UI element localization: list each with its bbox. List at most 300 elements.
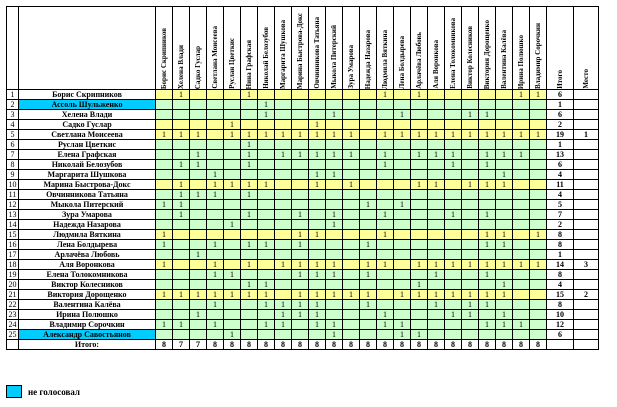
- row-number: 8: [7, 160, 19, 170]
- vote-cell: 1: [326, 220, 343, 230]
- vote-cell: 1: [326, 290, 343, 300]
- vote-cell: 1: [496, 150, 513, 160]
- legend: [6, 385, 80, 398]
- vote-cell: 1: [411, 330, 428, 340]
- vote-cell: [462, 330, 479, 340]
- vote-cell: [275, 250, 292, 260]
- table-row: [7, 230, 599, 240]
- header-column-label: Руслан Цветкис: [227, 38, 236, 89]
- vote-cell: [445, 230, 462, 240]
- vote-cell: [530, 210, 547, 220]
- vote-cell: [360, 180, 377, 190]
- row-place: [574, 90, 599, 100]
- footer-cell: 7: [190, 340, 207, 350]
- header-column-label: Ирина Полюшко: [516, 34, 525, 89]
- vote-cell: [530, 270, 547, 280]
- header-column-label: Зура Умарова: [346, 45, 355, 89]
- vote-cell: [190, 210, 207, 220]
- vote-cell: [156, 250, 173, 260]
- vote-cell: [428, 230, 445, 240]
- vote-cell: 1: [343, 130, 360, 140]
- vote-cell: 1: [479, 160, 496, 170]
- vote-cell: 1: [241, 290, 258, 300]
- vote-cell: 1: [377, 230, 394, 240]
- vote-cell: [445, 330, 462, 340]
- vote-cell: [428, 190, 445, 200]
- row-total: 4: [547, 280, 574, 290]
- vote-cell: 1: [360, 290, 377, 300]
- header-column: [530, 7, 547, 90]
- vote-cell: 1: [326, 330, 343, 340]
- vote-cell: [360, 110, 377, 120]
- vote-cell: [292, 140, 309, 150]
- vote-cell: [513, 180, 530, 190]
- header-column-label: Елена Толокомникова: [448, 18, 457, 89]
- vote-cell: [326, 90, 343, 100]
- row-name: Овчинникова Татьяна: [19, 190, 156, 200]
- vote-cell: [377, 280, 394, 290]
- footer-cell: 8: [411, 340, 428, 350]
- footer-cell: 8: [326, 340, 343, 350]
- row-total: 6: [547, 90, 574, 100]
- vote-cell: [428, 110, 445, 120]
- vote-cell: [207, 100, 224, 110]
- vote-cell: 1: [496, 260, 513, 270]
- vote-cell: 1: [241, 140, 258, 150]
- row-name: Виктор Колесников: [19, 280, 156, 290]
- table-row: [7, 220, 599, 230]
- vote-cell: 1: [496, 310, 513, 320]
- vote-cell: [445, 220, 462, 230]
- vote-cell: 1: [292, 300, 309, 310]
- vote-cell: 1: [241, 260, 258, 270]
- vote-cell: [428, 310, 445, 320]
- row-total: 4: [547, 170, 574, 180]
- header-column: [394, 7, 411, 90]
- header-num: [7, 7, 19, 90]
- row-place: [574, 120, 599, 130]
- vote-cell: 1: [275, 130, 292, 140]
- vote-cell: 1: [292, 150, 309, 160]
- header-column-label: Мыкола Питерский: [329, 25, 338, 89]
- vote-cell: [173, 260, 190, 270]
- vote-cell: [411, 160, 428, 170]
- vote-cell: 1: [241, 160, 258, 170]
- vote-cell: [275, 270, 292, 280]
- vote-cell: 1: [190, 290, 207, 300]
- footer-row: [7, 340, 599, 350]
- vote-cell: 1: [394, 200, 411, 210]
- row-number: 16: [8, 240, 17, 249]
- row-name: Владимир Сорочкин: [19, 320, 156, 330]
- vote-cell: 1: [530, 130, 547, 140]
- vote-cell: [377, 290, 394, 300]
- vote-cell: [530, 170, 547, 180]
- header-column-label: Марина Быстрова-Докс: [295, 12, 304, 89]
- vote-cell: [156, 330, 173, 340]
- header-column: [224, 7, 241, 90]
- vote-cell: [309, 90, 326, 100]
- footer-cell: 8: [258, 340, 275, 350]
- row-name: Людмила Вяткина: [19, 230, 156, 240]
- vote-cell: [445, 110, 462, 120]
- vote-cell: [377, 120, 394, 130]
- row-total: 8: [547, 230, 574, 240]
- vote-cell: 1: [309, 180, 326, 190]
- row-number: 4: [7, 120, 19, 130]
- table-row: [7, 210, 599, 220]
- vote-cell: [411, 270, 428, 280]
- row-name: Лена Болдырева: [19, 240, 156, 250]
- vote-cell: [530, 300, 547, 310]
- vote-cell: [530, 190, 547, 200]
- vote-cell: [190, 260, 207, 270]
- vote-cell: [343, 250, 360, 260]
- vote-cell: [207, 90, 224, 100]
- vote-cell: 1: [309, 260, 326, 270]
- vote-cell: [479, 200, 496, 210]
- vote-cell: [445, 140, 462, 150]
- vote-cell: 1: [377, 130, 394, 140]
- header-column-label: Надежда Назарова: [363, 29, 372, 89]
- vote-cell: [173, 300, 190, 310]
- vote-cell: [224, 320, 241, 330]
- vote-cell: [411, 170, 428, 180]
- vote-cell: 1: [360, 240, 377, 250]
- vote-cell: [411, 120, 428, 130]
- vote-cell: 1: [479, 110, 496, 120]
- header-column-label: Хелена Влади: [176, 44, 185, 89]
- vote-cell: [241, 110, 258, 120]
- vote-cell: [496, 220, 513, 230]
- vote-cell: [309, 140, 326, 150]
- table-row: [7, 300, 599, 310]
- vote-cell: [530, 240, 547, 250]
- vote-cell: 1: [309, 130, 326, 140]
- vote-cell: 1: [258, 300, 275, 310]
- row-number: 14: [8, 220, 17, 229]
- vote-cell: [343, 330, 360, 340]
- row-total: 6: [547, 160, 574, 170]
- vote-cell: [326, 310, 343, 320]
- vote-cell: 1: [309, 230, 326, 240]
- row-number: 3: [7, 110, 19, 120]
- vote-cell: [275, 200, 292, 210]
- vote-cell: [394, 220, 411, 230]
- vote-cell: [207, 330, 224, 340]
- vote-cell: 1: [411, 180, 428, 190]
- vote-cell: 1: [275, 150, 292, 160]
- vote-cell: [428, 160, 445, 170]
- header-column: [258, 7, 275, 90]
- vote-cell: [258, 160, 275, 170]
- vote-cell: [258, 330, 275, 340]
- header-column: [275, 7, 292, 90]
- row-place: 3: [574, 260, 599, 270]
- vote-cell: [513, 250, 530, 260]
- vote-cell: 1: [326, 260, 343, 270]
- table-row: [7, 160, 599, 170]
- vote-cell: [360, 320, 377, 330]
- vote-cell: 1: [377, 160, 394, 170]
- vote-cell: [360, 190, 377, 200]
- vote-cell: 1: [292, 260, 309, 270]
- vote-cell: 1: [326, 320, 343, 330]
- vote-cell: [530, 120, 547, 130]
- vote-cell: 1: [445, 290, 462, 300]
- vote-cell: [173, 310, 190, 320]
- vote-cell: [156, 300, 173, 310]
- vote-cell: [309, 250, 326, 260]
- vote-cell: [275, 240, 292, 250]
- vote-cell: [292, 330, 309, 340]
- vote-cell: [530, 160, 547, 170]
- table-row: [7, 250, 599, 260]
- vote-cell: 1: [411, 90, 428, 100]
- vote-cell: [292, 200, 309, 210]
- vote-cell: 1: [207, 170, 224, 180]
- footer-cell: 8: [241, 340, 258, 350]
- vote-cell: [530, 180, 547, 190]
- vote-cell: [343, 310, 360, 320]
- vote-cell: [428, 100, 445, 110]
- vote-cell: [258, 140, 275, 150]
- row-name: Елена Толокомникова: [19, 270, 156, 280]
- row-number: 24: [8, 320, 17, 329]
- vote-cell: [241, 320, 258, 330]
- vote-cell: [411, 300, 428, 310]
- vote-cell: 1: [513, 150, 530, 160]
- header-column-label: Маргарита Шушкова: [278, 19, 287, 89]
- vote-cell: [326, 190, 343, 200]
- header-column-label: Арлачёва Любовь: [414, 32, 423, 89]
- row-place: [574, 210, 599, 220]
- vote-cell: [309, 200, 326, 210]
- vote-cell: 1: [445, 150, 462, 160]
- vote-cell: [224, 140, 241, 150]
- vote-cell: 1: [156, 130, 173, 140]
- vote-cell: [292, 320, 309, 330]
- footer-cell: 8: [377, 340, 394, 350]
- vote-cell: [275, 90, 292, 100]
- header-column-label: Овчинникова Татьяна: [312, 17, 321, 89]
- row-name: Светлана Моисеева: [19, 130, 156, 140]
- vote-cell: [292, 280, 309, 290]
- vote-cell: 1: [190, 190, 207, 200]
- footer-cell: 8: [275, 340, 292, 350]
- row-place: [574, 110, 599, 120]
- row-place: [574, 100, 599, 110]
- vote-cell: 1: [479, 320, 496, 330]
- vote-cell: [530, 290, 547, 300]
- header-place-label: Место: [581, 69, 590, 89]
- vote-cell: 1: [309, 150, 326, 160]
- row-total: 5: [547, 200, 574, 210]
- vote-cell: 1: [496, 170, 513, 180]
- vote-cell: [513, 210, 530, 220]
- vote-cell: [377, 270, 394, 280]
- vote-cell: 1: [428, 150, 445, 160]
- vote-cell: [241, 330, 258, 340]
- vote-cell: [428, 330, 445, 340]
- vote-cell: [156, 180, 173, 190]
- vote-cell: 1: [394, 320, 411, 330]
- vote-cell: 1: [275, 320, 292, 330]
- table-row: [7, 240, 599, 250]
- row-number: 21: [8, 290, 17, 299]
- vote-cell: 1: [241, 180, 258, 190]
- vote-cell: 1: [275, 310, 292, 320]
- vote-cell: [513, 330, 530, 340]
- vote-cell: [275, 330, 292, 340]
- vote-cell: [343, 260, 360, 270]
- vote-cell: [411, 220, 428, 230]
- footer-cell: 8: [394, 340, 411, 350]
- vote-cell: [462, 230, 479, 240]
- vote-cell: 1: [326, 270, 343, 280]
- vote-cell: [343, 240, 360, 250]
- vote-cell: [394, 280, 411, 290]
- row-name: Борис Скрипников: [19, 90, 156, 100]
- header-column: [360, 7, 377, 90]
- vote-cell: [258, 270, 275, 280]
- vote-cell: [411, 190, 428, 200]
- row-total: 10: [547, 310, 574, 320]
- vote-cell: [207, 280, 224, 290]
- vote-cell: [394, 160, 411, 170]
- header-column: [479, 7, 496, 90]
- vote-cell: 1: [258, 100, 275, 110]
- vote-cell: [326, 240, 343, 250]
- vote-cell: [428, 210, 445, 220]
- vote-cell: [190, 280, 207, 290]
- footer-spacer: [7, 340, 19, 350]
- vote-cell: 1: [309, 300, 326, 310]
- vote-cell: [241, 100, 258, 110]
- vote-cell: 1: [360, 260, 377, 270]
- vote-cell: [173, 240, 190, 250]
- row-number: 7: [7, 150, 19, 160]
- vote-cell: [275, 140, 292, 150]
- row-number: 20: [8, 280, 17, 289]
- table-row: [7, 150, 599, 160]
- row-place: [574, 170, 599, 180]
- vote-cell: 1: [326, 210, 343, 220]
- voting-table: [6, 6, 599, 350]
- vote-cell: [326, 160, 343, 170]
- row-total: 1: [547, 250, 574, 260]
- vote-cell: [377, 100, 394, 110]
- vote-cell: [343, 300, 360, 310]
- vote-cell: 1: [292, 290, 309, 300]
- vote-cell: 1: [241, 150, 258, 160]
- row-place: [574, 160, 599, 170]
- row-total: 6: [547, 330, 574, 340]
- vote-cell: 1: [258, 240, 275, 250]
- vote-cell: [428, 240, 445, 250]
- header-row: [7, 7, 599, 90]
- vote-cell: 1: [258, 290, 275, 300]
- vote-cell: [190, 200, 207, 210]
- vote-cell: 1: [530, 90, 547, 100]
- vote-cell: [275, 110, 292, 120]
- vote-cell: [479, 100, 496, 110]
- row-place: [574, 230, 599, 240]
- vote-cell: [411, 100, 428, 110]
- vote-cell: [173, 150, 190, 160]
- vote-cell: [275, 210, 292, 220]
- vote-cell: [309, 220, 326, 230]
- vote-cell: [462, 210, 479, 220]
- vote-cell: 1: [462, 110, 479, 120]
- vote-cell: [513, 220, 530, 230]
- vote-cell: [224, 310, 241, 320]
- vote-cell: 1: [411, 260, 428, 270]
- header-column-label: Светлана Моисеева: [210, 26, 219, 89]
- vote-cell: 1: [479, 210, 496, 220]
- footer-cell: 8: [343, 340, 360, 350]
- vote-cell: 1: [156, 240, 173, 250]
- vote-cell: [462, 90, 479, 100]
- vote-cell: 1: [377, 310, 394, 320]
- vote-cell: [343, 120, 360, 130]
- vote-cell: 1: [428, 290, 445, 300]
- vote-cell: [309, 160, 326, 170]
- vote-cell: [445, 240, 462, 250]
- footer-cell: 8: [462, 340, 479, 350]
- vote-cell: [360, 140, 377, 150]
- vote-cell: 1: [275, 300, 292, 310]
- vote-cell: 1: [479, 180, 496, 190]
- vote-cell: [428, 250, 445, 260]
- vote-cell: [462, 150, 479, 160]
- vote-cell: [394, 120, 411, 130]
- vote-cell: 1: [428, 130, 445, 140]
- vote-cell: 1: [445, 160, 462, 170]
- vote-cell: 1: [479, 230, 496, 240]
- footer-cell: 8: [530, 340, 547, 350]
- row-number: 5: [7, 130, 19, 140]
- vote-cell: [462, 100, 479, 110]
- table-row: [7, 180, 599, 190]
- vote-cell: [190, 270, 207, 280]
- vote-cell: 1: [190, 160, 207, 170]
- vote-cell: 1: [292, 240, 309, 250]
- row-place: [574, 190, 599, 200]
- vote-cell: [428, 140, 445, 150]
- vote-cell: 1: [241, 280, 258, 290]
- vote-cell: 1: [190, 310, 207, 320]
- vote-cell: 1: [479, 130, 496, 140]
- vote-cell: [513, 300, 530, 310]
- row-name: Аля Воронкова: [19, 260, 156, 270]
- table-row: [7, 260, 599, 270]
- vote-cell: [377, 140, 394, 150]
- row-name: Арлачёва Любовь: [19, 250, 156, 260]
- vote-cell: [445, 100, 462, 110]
- row-number: 11: [7, 190, 19, 200]
- row-total: 12: [547, 320, 574, 330]
- vote-cell: [360, 170, 377, 180]
- vote-cell: 1: [173, 320, 190, 330]
- vote-cell: [207, 310, 224, 320]
- vote-cell: [326, 230, 343, 240]
- row-number: 23: [8, 310, 17, 319]
- header-column: [377, 7, 394, 90]
- vote-cell: 1: [411, 130, 428, 140]
- vote-cell: [462, 200, 479, 210]
- vote-cell: [394, 270, 411, 280]
